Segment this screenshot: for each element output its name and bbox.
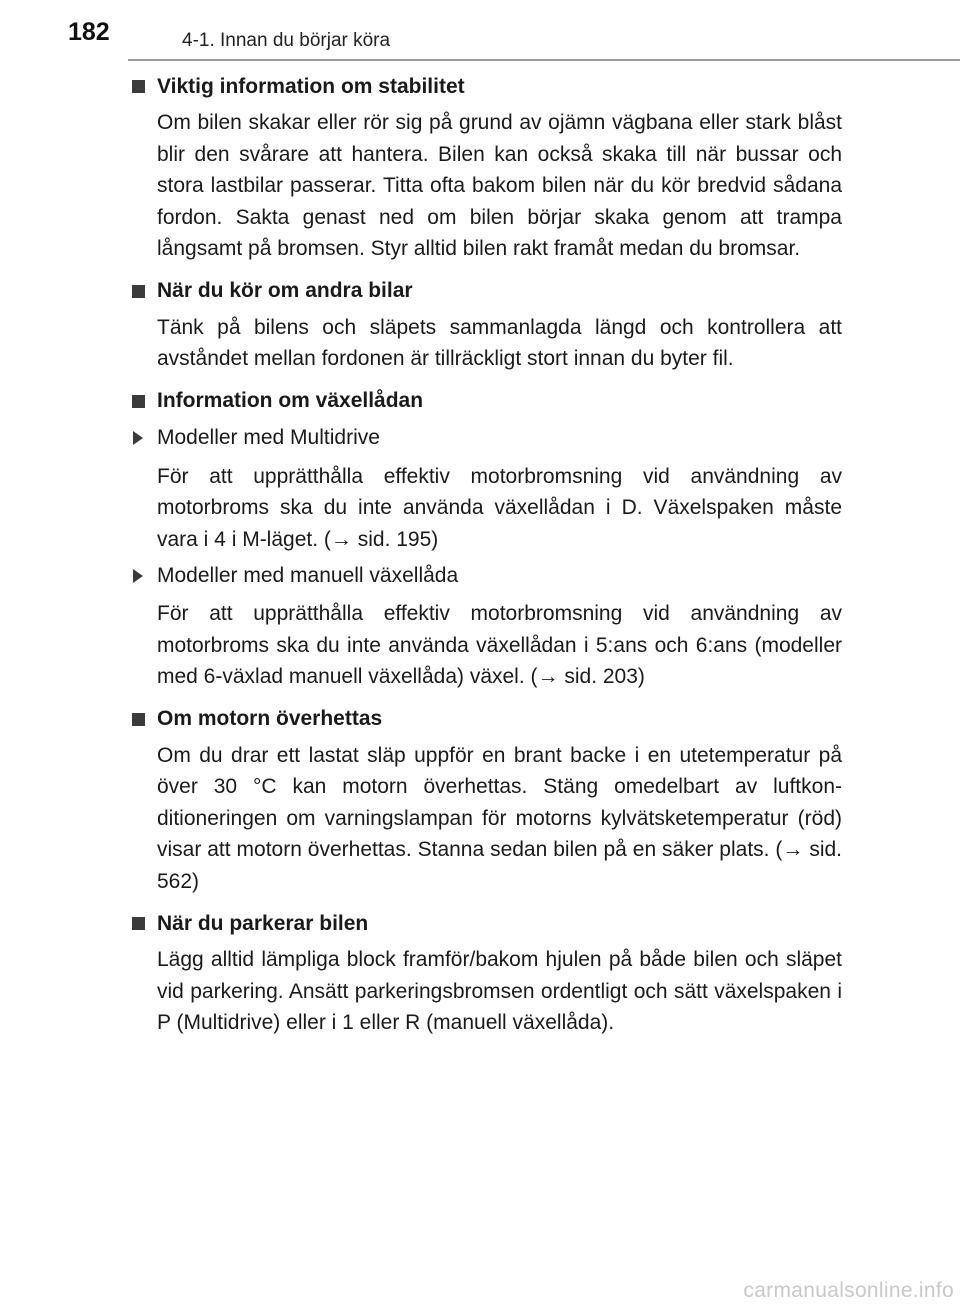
section-heading-text: Om motorn överhettas [157, 707, 383, 731]
subsection-label: Modeller med Multidrive [157, 426, 380, 450]
section-heading [130, 385, 842, 418]
subsection-paragraph: För att upprätthålla effektiv motorbromsning vid användning av motorbroms ska du inte använda växellådan i 5:ans och 6:ans (modeller med 6-växlad manuell växellåda) växel. (→ sid. 203) [157, 602, 842, 688]
chapter-title: 4-1. Innan du börjar köra [182, 30, 391, 51]
page-header [0, 0, 960, 60]
subsection-label: Modeller med manuell växellåda [157, 563, 459, 587]
subsection-heading [130, 422, 842, 455]
subsection-paragraph: För att upprätthålla effektiv motorbromsning vid användning av motorbroms ska du inte använda växellådan i D. Växelspaken måste vara i 4 i M-läget. (→ sid. 195) [157, 464, 842, 551]
square-bullet-icon [132, 285, 145, 298]
section-parking [130, 907, 842, 1039]
watermark-text: carmanualsonline.info [743, 1279, 954, 1302]
section-paragraph: Tänk på bilens och släpets sammanlagda längd och kontrollera att avståndet mellan fordonen är tillräckligt stort innan du byter fil. [157, 315, 842, 370]
section-paragraph: Om du drar ett lastat släp uppför en brant backe i en utetemperatur på över 30 °C kan motorn överhettas. Stäng omedelbart av luftkonditioneringen om varningslampan för motorns kylvätsketemperatur (röd) visar att motorn överhettas. Stanna sedan bilen på en säker plats. (→ sid. 562) [157, 743, 842, 893]
section-transmission [130, 385, 842, 693]
page-number: 182 [68, 18, 110, 46]
section-overtaking [130, 275, 842, 375]
section-heading [130, 907, 842, 940]
header-divider [128, 59, 960, 61]
section-paragraph: Om bilen skakar eller rör sig på grund av ojämn vägbana eller stark blåst blir den svårare att hantera. Bilen kan också skaka till när bussar och stora lastbilar passerar. Titta ofta bakom bilen när du kör bredvid sådana fordon. Sakta genast ned om bilen börjar skaka genom att trampa långsamt på bromsen. Styr alltid bilen rakt framåt medan du bromsar. [157, 111, 842, 260]
square-bullet-icon [132, 917, 145, 930]
triangle-bullet-icon [133, 569, 143, 583]
section-overheating [130, 703, 842, 898]
section-heading [130, 275, 842, 308]
subsection-heading [130, 559, 842, 592]
page-content [130, 70, 842, 1049]
section-heading-text: Viktig information om stabilitet [157, 74, 465, 98]
section-stability [130, 70, 842, 265]
section-heading-text: När du parkerar bilen [157, 911, 369, 935]
square-bullet-icon [132, 80, 145, 93]
section-paragraph: Lägg alltid lämpliga block framför/bakom hjulen på både bilen och släpet vid parkering. Ansätt parkeringsbromsen ordentligt och sätt växelspaken i P (Multidrive) eller i 1 eller R (manuell växellåda). [157, 948, 842, 1034]
section-heading-text: Information om växellådan [157, 389, 424, 413]
square-bullet-icon [132, 395, 145, 408]
section-heading [130, 703, 842, 736]
section-heading-text: När du kör om andra bilar [157, 279, 413, 303]
section-heading [130, 70, 842, 103]
triangle-bullet-icon [133, 431, 143, 445]
square-bullet-icon [132, 713, 145, 726]
